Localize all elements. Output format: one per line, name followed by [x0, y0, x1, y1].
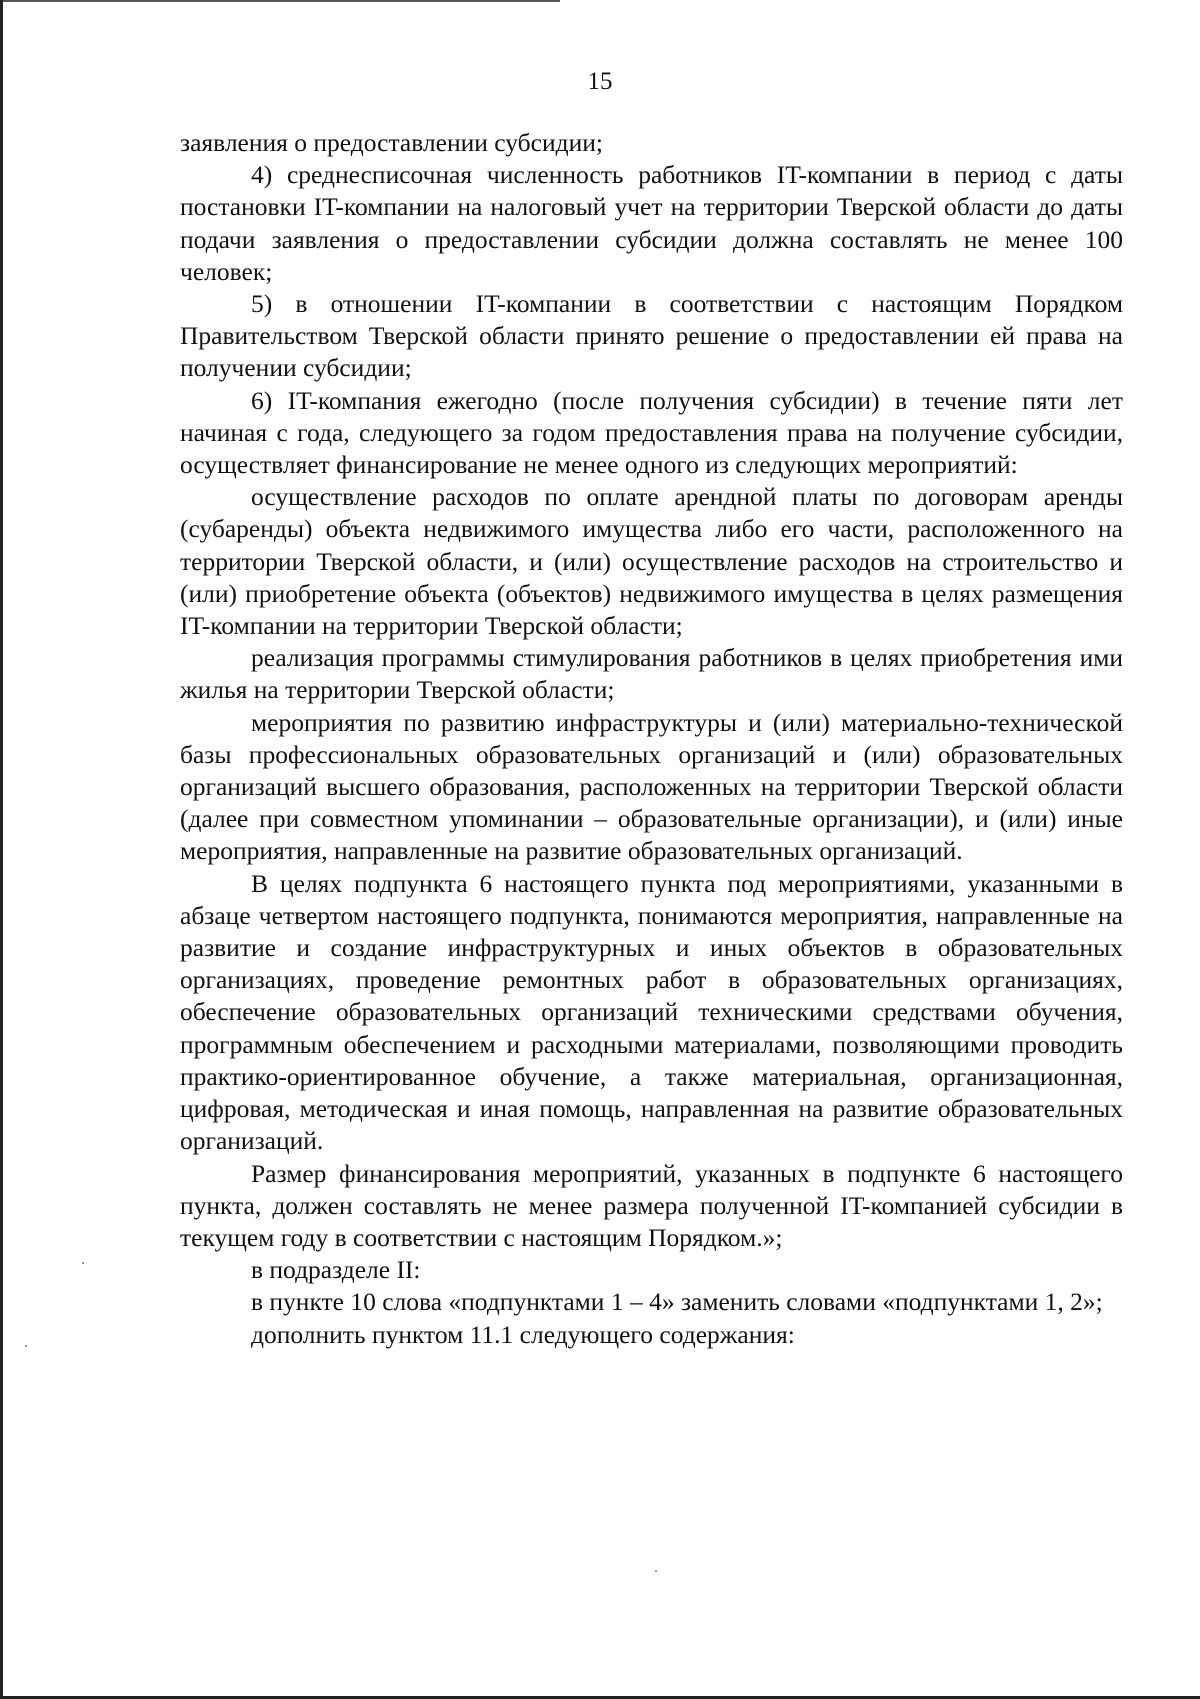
scan-speck — [82, 1262, 84, 1264]
paragraph: 6) IT-компания ежегодно (после получения субсидии) в течение пяти лет начиная с года, следующего за годом предоставления права на получение субсидии, осуществляет финансирование не менее одного из следующих мероприятий: — [180, 385, 1123, 480]
paragraph: заявления о предоставлении субсидии; — [180, 128, 603, 157]
scan-edge-top — [0, 0, 560, 2]
paragraph: Размер финансирования мероприятий, указанных в подпункте 6 настоящего пункта, должен составлять не менее размера полученной IT-компанией субсидии в текущем году в соответствии с настоящим Порядком.»; — [180, 1158, 1123, 1252]
paragraph: в подразделе II: — [251, 1255, 421, 1285]
paragraph: в пункте 10 слова «подпунктами 1 – 4» заменить словами «подпунктами 1, 2»; — [251, 1287, 1103, 1317]
document-body — [180, 127, 1123, 1351]
paragraph: 4) среднесписочная численность работников IT-компании в период с даты постановки IT-компании на налоговый учет на территории Тверской области до даты подачи заявления о предоставлении субсидии должна составлять не менее 100 человек; — [180, 160, 1123, 286]
scan-edge-left — [0, 0, 3, 1699]
paragraph: реализация программы стимулирования работников в целях приобретения ими жилья на территории Тверской области; — [180, 643, 1123, 705]
paragraph: дополнить пунктом 11.1 следующего содержания: — [251, 1319, 795, 1349]
scan-speck — [655, 1570, 657, 1572]
paragraph: осуществление расходов по оплате арендной платы по договорам аренды (субаренды) объекта недвижимого имущества либо его части, расположенного на территории Тверской области, и (или) осуществление расходов на строительство и (или) приобретение объекта (объектов) недвижимого имущества в целях размещения IT-компании на территории Тверской области; — [180, 482, 1123, 641]
paragraph: В целях подпункта 6 настоящего пункта под мероприятиями, указанными в абзаце четвертом настоящего подпункта, понимаются мероприятия, направленные на развитие и создание инфраструктурных и иных объектов в образовательных организациях, проведение ремонтных работ в образовательных организациях, обеспечение образовательных организаций техническими средствами обучения, программным обеспечением и расходными материалами, позволяющими проводить практико-ориентированное обучение, а также материальная, организационная, цифровая, методическая и иная помощь, направленная на развитие образовательных организаций. — [180, 868, 1123, 1156]
page-number: 15 — [587, 68, 613, 95]
paragraph: 5) в отношении IT-компании в соответствии с настоящим Порядком Правительством Тверской области принято решение о предоставлении ей права на получении субсидии; — [180, 289, 1123, 383]
scan-speck — [25, 1345, 27, 1347]
paragraph: мероприятия по развитию инфраструктуры и (или) материально-технической базы профессиональных образовательных организаций и (или) образовательных организаций высшего образования, расположенных на территории Тверской области (далее при совместном упоминании – образовательные организации), и (или) иные мероприятия, направленные на развитие образовательных организаций. — [180, 707, 1123, 866]
